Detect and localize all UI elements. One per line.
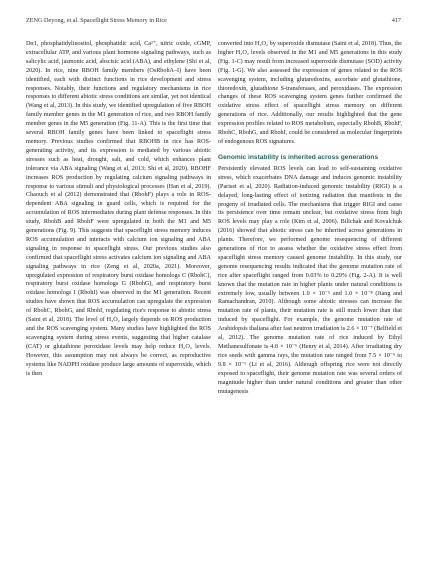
- page-number: 417: [391, 17, 401, 24]
- body-paragraph: converted into H₂O₂ by superoxide dismutase (Saini et al, 2018). Thus, the higher H₂O₂ levels observed in the M1 and M5 generations in this study (Fig. 1-C) may result from increased superoxide dismutase (SOD) activity (Fig. 1-G). We also assessed the expression of genes related to the ROS scavenging system, including glutaredoxins, ascorbate and glutathione, thioredoxin, glutathione S-transferases, and peroxidases. The expression changes of these ROS scavenging system genes further confirmed the oxidative stress effect of spaceflight stress memory on different generations of rice. Additionally, our results highlighted that the gene expression profiles related to ROS metabolism, especially RbohB, RbohF, RbohC, RbohG, and RbohI, could be considered as molecular fingerprints of endogenous ROS signatures.: [218, 41, 402, 145]
- running-header: [26, 15, 401, 27]
- section-heading: Genomic instability is inherited across generations: [218, 153, 379, 161]
- body-paragraph: Persistently elevated ROS levels can lead to self-sustaining oxidative stress, which exacerbates DNA damage and induces genomic instability (Pariset et al, 2020). Radiation-induced genomic instability (RIGI) is a delayed, long-lasting effect of ionizing radiation that manifests in the progeny of irradiated cells. The mechanisms that trigger RIGI and cause its persistence over time remain unclear, but oxidative stress from high ROS levels may play a role (Kim et al, 2006). Bilichak and Kovalchuk (2016) showed that abiotic stress can be inherited across generations in plants. Therefore, we performed genome resequencing of different generations of rice to assess whether the oxidative stress effect from spaceflight stress memory caused genome instability. In this study, our genome resequencing results indicated that the genome mutation rate of rice after spaceflight ranged from 0.03% to 0.29% (Fig. 2-A). It is well known that the mutation rate in higher plants under natural conditions is extremely low, usually between 1.0 × 10⁻⁵ and 1.0 × 10⁻⁸ (Jiang and Ramachandran, 2010). Although some abiotic stresses can increase the mutation rate of plants, their mutation rate is still much lower than that induced by spaceflight. For example, the genome mutation rate of Arabidopsis thaliana after fast neutron irradiation is 2.6 × 10⁻⁷ (Belfield et al, 2012). The genome mutation rate of rice induced by Ethyl Methanesulfonate is 4.8 × 10⁻⁶ (Henry et al, 2014). After irradiating dry rice seeds with gamma rays, the mutation rate ranged from 7.5 × 10⁻⁶ to 9.8 × 10⁻⁶ (Li et al, 2016). Although offspring rice were not directly exposed to spaceflight, their genome mutation rate was several orders of magnitude higher than under natural conditions and greater than other mutagenesis: [218, 165, 402, 395]
- body-paragraph: Dα1, phosphatidylinositol, phosphatidic acid, Ca²⁺, nitric oxide, cGMP, extracellular ATP, and various plant hormone signaling pathways, such as salicylic acid, jasmonic acid, abscisic acid (ABA), and ethylene (Shi et al, 2020). In rice, nine RBOH family members (OsRbohA–I) have been identified, each with distinct functions in rice development and stress responses. Notably, their functions and regulatory mechanisms in rice responses to different abiotic stress conditions are similar, yet not identical (Wang et al, 2013). In this study, we identified upregulation of five RBOH family member genes in the M1 generation of rice, and two RBOH family member genes in the M5 generation (Fig. 11-A). This is the first time that several RBOH family genes have been linked to spaceflight stress memory. Previous studies confirmed that RBOHB in rice has ROS-generating activity, and its expression is mediated by various abiotic stresses such as heat, drought, salt, and cold, which enhances plant tolerance via ABA signaling (Wang et al, 2013; Shi et al, 2020). RBOHF increases ROS production by regulating calcium signaling pathways in response to various stimuli and physiological processes (Han et al, 2019). Chaouch et al (2012) demonstrated that (RbohF) plays a role in ROS-dependent ABA signaling in guard cells, which is required for the accumulation of ROS intermediates during plant defense responses. In this study, RbohB and RbohF were upregulated in both the M1 and M5 generations (Fig. 9). This suggests that spaceflight stress memory induces ROS accumulation and interacts with calcium ion signaling and ABA signaling in response to spaceflight stress. Our previous studies also confirmed that spaceflight stress activates calcium ion signaling and ABA signaling pathways in rice (Zeng et al, 2020a, 2021). Moreover, upregulated expression of respiratory burst oxidase homologs C (RbohC), respiratory burst oxidase homologs G (RbohG), and respiratory burst oxidase homologs I (RbohI) was observed in the M1 generation. Recent studies have shown that ROS accumulation can upregulate the expression of RbohC, RbohG, and RbohI, regulating rice's response to abiotic stress (Saini et al, 2018). The level of H₂O₂ largely depends on ROS production and the ROS scavenging system. Many studies have highlighted the ROS scavenging system during stress events, suggesting that higher catalase (CAT) or glutathione peroxidase levels may help reduce H₂O₂ levels. However, this assumption may not always be correct, as reproductive systems like NADPH oxidase produce large amounts of superoxide, which is then: [26, 41, 211, 377]
- left-column: [26, 40, 211, 378]
- right-column: [218, 40, 402, 396]
- running-title: ZENG Deyong, et al. Spaceflight Stress Memory in Rice: [26, 17, 167, 24]
